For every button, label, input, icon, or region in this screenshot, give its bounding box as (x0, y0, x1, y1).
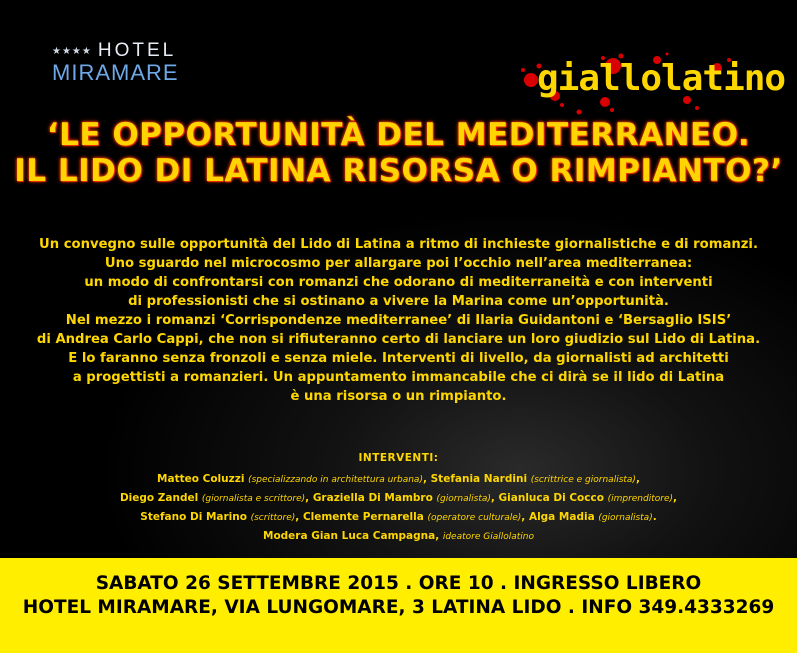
hotel-logo (52, 40, 179, 86)
speaker-role: (scrittore) (250, 513, 296, 523)
hotel-word: HOTEL (97, 40, 177, 61)
body-line: di professionisti che si ostinano a vivere la Marina come un’opportunità. (128, 294, 669, 309)
separator: , (521, 511, 529, 523)
title-line-1: ‘LE OPPORTUNITÀ DEL MEDITERRANEO. (46, 117, 751, 153)
separator: , (635, 473, 640, 485)
speaker-role: (giornalista) (598, 513, 653, 523)
speaker-role: (scrittrice e giornalista) (530, 475, 636, 485)
speakers-line-3 (0, 508, 797, 527)
body-line: Uno sguardo nel microcosmo per allargare poi l’occhio nell’area mediterranea: (104, 256, 693, 271)
speaker-name: Gianluca Di Cocco (498, 492, 604, 504)
speaker-name: Stefano Di Marino (140, 511, 247, 523)
speaker-role: (operatore culturale) (427, 513, 522, 523)
moderator-line (0, 527, 797, 546)
footer-address-line: HOTEL MIRAMARE, VIA LUNGOMARE, 3 LATINA LIDO . INFO 349.4333269 (22, 597, 775, 618)
title-line-2: IL LIDO DI LATINA RISORSA O RIMPIANTO?’ (14, 153, 783, 189)
moderator: Modera Gian Luca Campagna, (263, 530, 440, 542)
giallolatino-logo (517, 50, 786, 120)
interventi-label: INTERVENTI: (358, 452, 439, 464)
body-paragraph (0, 235, 797, 406)
body-line: Un convegno sulle opportunità del Lido di Latina a ritmo di inchieste giornalistiche e di romanzi. (39, 237, 758, 252)
speaker-name: Stefania Nardini (430, 473, 528, 485)
stars-icon: ★★★★ (52, 45, 92, 57)
body-line: è una risorsa o un rimpianto. (290, 389, 507, 404)
speaker-name: Diego Zandel (119, 492, 199, 504)
speakers-list (0, 470, 797, 546)
moderator-role: ideatore Giallolatino (442, 532, 534, 542)
separator: , (422, 473, 431, 485)
speaker-name: Alga Madia (528, 511, 595, 523)
speaker-role: (giornalista) (436, 494, 491, 504)
speaker-name: Graziella Di Mambro (312, 492, 433, 504)
body-line: di Andrea Carlo Cappi, che non si rifiuteranno certo di lanciare un loro giudizio sul Lido di Latina. (36, 332, 761, 347)
miramare-word: MIRAMARE (52, 60, 179, 85)
speaker-name: Clemente Pernarella (302, 511, 424, 523)
separator: , (295, 511, 303, 523)
separator: , (673, 492, 678, 504)
separator: , (490, 492, 499, 504)
footer-date-line: SABATO 26 SETTEMBRE 2015 . ORE 10 . INGRESSO LIBERO (95, 573, 702, 594)
giallolatino-wordmark: giallolatino (537, 58, 786, 99)
speaker-role: (giornalista e scrittore) (201, 494, 306, 504)
body-line: Nel mezzo i romanzi ‘Corrispondenze mediterranee’ di Ilaria Guidantoni e ‘Bersaglio ISIS’ (65, 313, 732, 328)
speaker-role: (imprenditore) (607, 494, 674, 504)
speaker-role: (specializzando in architettura urbana) (248, 475, 423, 485)
body-line: E lo faranno senza fronzoli e senza miele. Interventi di livello, da giornalisti ad architetti (68, 351, 729, 366)
speaker-name: Matteo Coluzzi (157, 473, 245, 485)
speakers-line-1 (0, 470, 797, 489)
separator: . (652, 511, 657, 523)
body-line: a progettisti a romanzieri. Un appuntamento immancabile che ci dirà se il lido di Latina (72, 370, 725, 385)
separator: , (305, 492, 313, 504)
body-line: un modo di confrontarsi con romanzi che odorano di mediterraneità e con interventi (84, 275, 713, 290)
speakers-line-2 (0, 489, 797, 508)
